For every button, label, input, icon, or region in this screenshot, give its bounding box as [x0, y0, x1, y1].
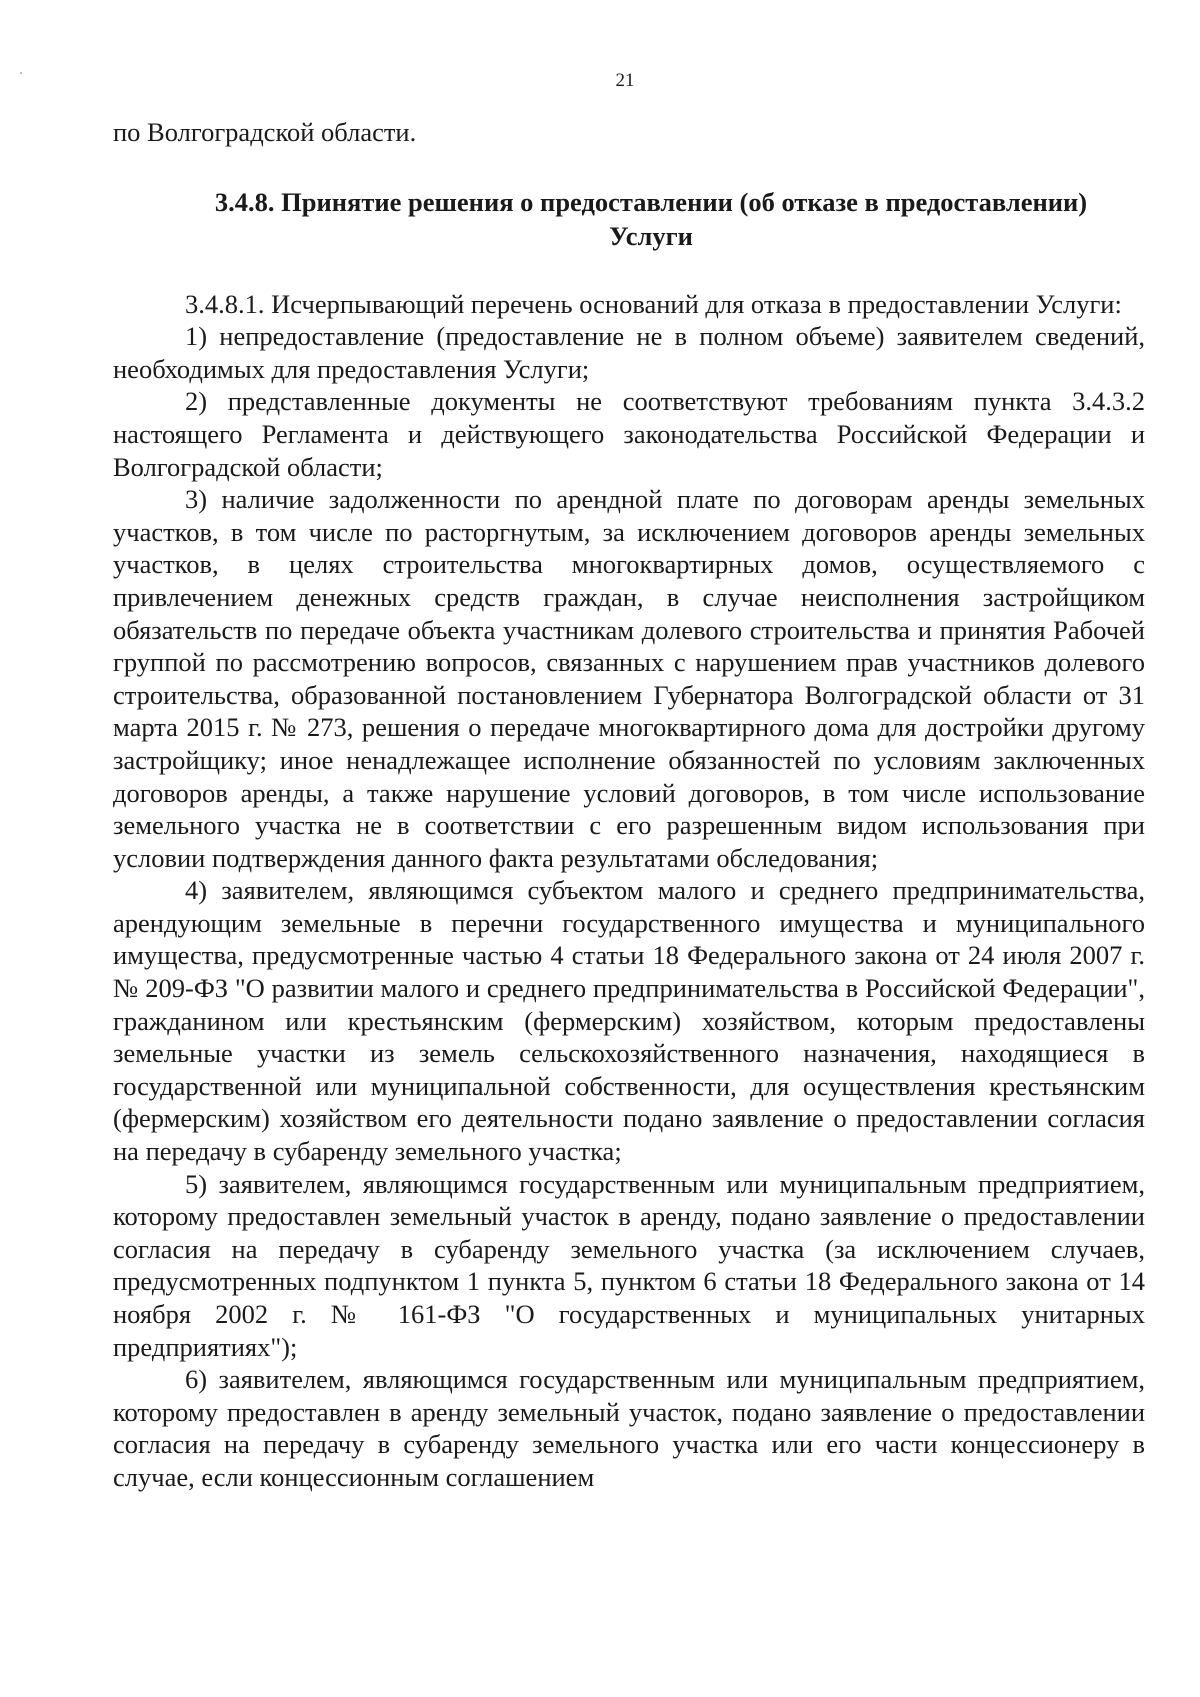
list-item-5: 5) заявителем, являющимся государственным или муниципальным предприятием, которому предоставлен земельный участок в аренду, подано заявление о предоставлении согласия на передачу в субаренду земельного участка (за исключением случаев, предусмотренных подпунктом 1 пункта 5, пунктом 6 статьи 18 Федерального закона от 14 ноября 2002 г. № 161-ФЗ "О государственных и муниципальных унитарных предприятиях");	[113, 1168, 1145, 1362]
list-item-2: 2) представленные документы не соответствуют требованиям пункта 3.4.3.2 настоящего Регламента и действующего законодательства Российской Федерации и Волгоградской области;	[113, 386, 1145, 482]
section-heading-line-1: 3.4.8. Принятие решения о предоставлении (об отказе в предоставлении)	[214, 186, 1088, 217]
section-heading	[113, 185, 1145, 253]
page-number: 21	[615, 70, 635, 91]
continuation-text: по Волгоградской области.	[113, 117, 417, 147]
paragraph-3-4-8-1: 3.4.8.1. Исчерпывающий перечень оснований для отказа в предоставлении Услуги:	[185, 288, 1122, 319]
section-heading-line-2: Услуги	[609, 220, 693, 251]
document-body	[113, 116, 1145, 1494]
list-item-4: 4) заявителем, являющимся субъектом малого и среднего предпринимательства, арендующим земельные в перечни государственного имущества и муниципального имущества, предусмотренные частью 4 статьи 18 Федерального закона от 24 июля 2007 г. № 209-ФЗ "О развитии малого и среднего предпринимательства в Российской Федерации", гражданином или крестьянским (фермерским) хозяйством, которым предоставлены земельные участки из земель сельскохозяйственного назначения, находящиеся в государственной или муниципальной собственности, для осуществления крестьянским (фермерским) хозяйством его деятельности подано заявление о предоставлении согласия на передачу в субаренду земельного участка;	[113, 875, 1145, 1167]
list-item-1: 1) непредоставление (предоставление не в полном объеме) заявителем сведений, необходимых для предоставления Услуги;	[113, 321, 1145, 384]
list-item-6: 6) заявителем, являющимся государственным или муниципальным предприятием, которому предоставлен в аренду земельный участок, подано заявление о предоставлении согласия на передачу в субаренду земельного участка или его части концессионеру в случае, если концессионным соглашением	[113, 1364, 1145, 1492]
list-item-3: 3) наличие задолженности по арендной плате по договорам аренды земельных участков, в том числе по расторгнутым, за исключением договоров аренды земельных участков, в целях строительства многоквартирных домов, осуществляемого с привлечением денежных средств граждан, в случае неисполнения застройщиком обязательств по передаче объекта участникам долевого строительства и принятия Рабочей группой по рассмотрению вопросов, связанных с нарушением прав участников долевого строительства, образованной постановлением Губернатора Волгоградской области от 31 марта 2015 г. № 273, решения о передаче многоквартирного дома для достройки другому застройщику; иное ненадлежащее исполнение обязанностей по условиям заключенных договоров аренды, а также нарушение условий договоров, в том числе использование земельного участка не в соответствии с его разрешенным видом использования при условии подтверждения данного факта результатами обследования;	[113, 484, 1145, 873]
